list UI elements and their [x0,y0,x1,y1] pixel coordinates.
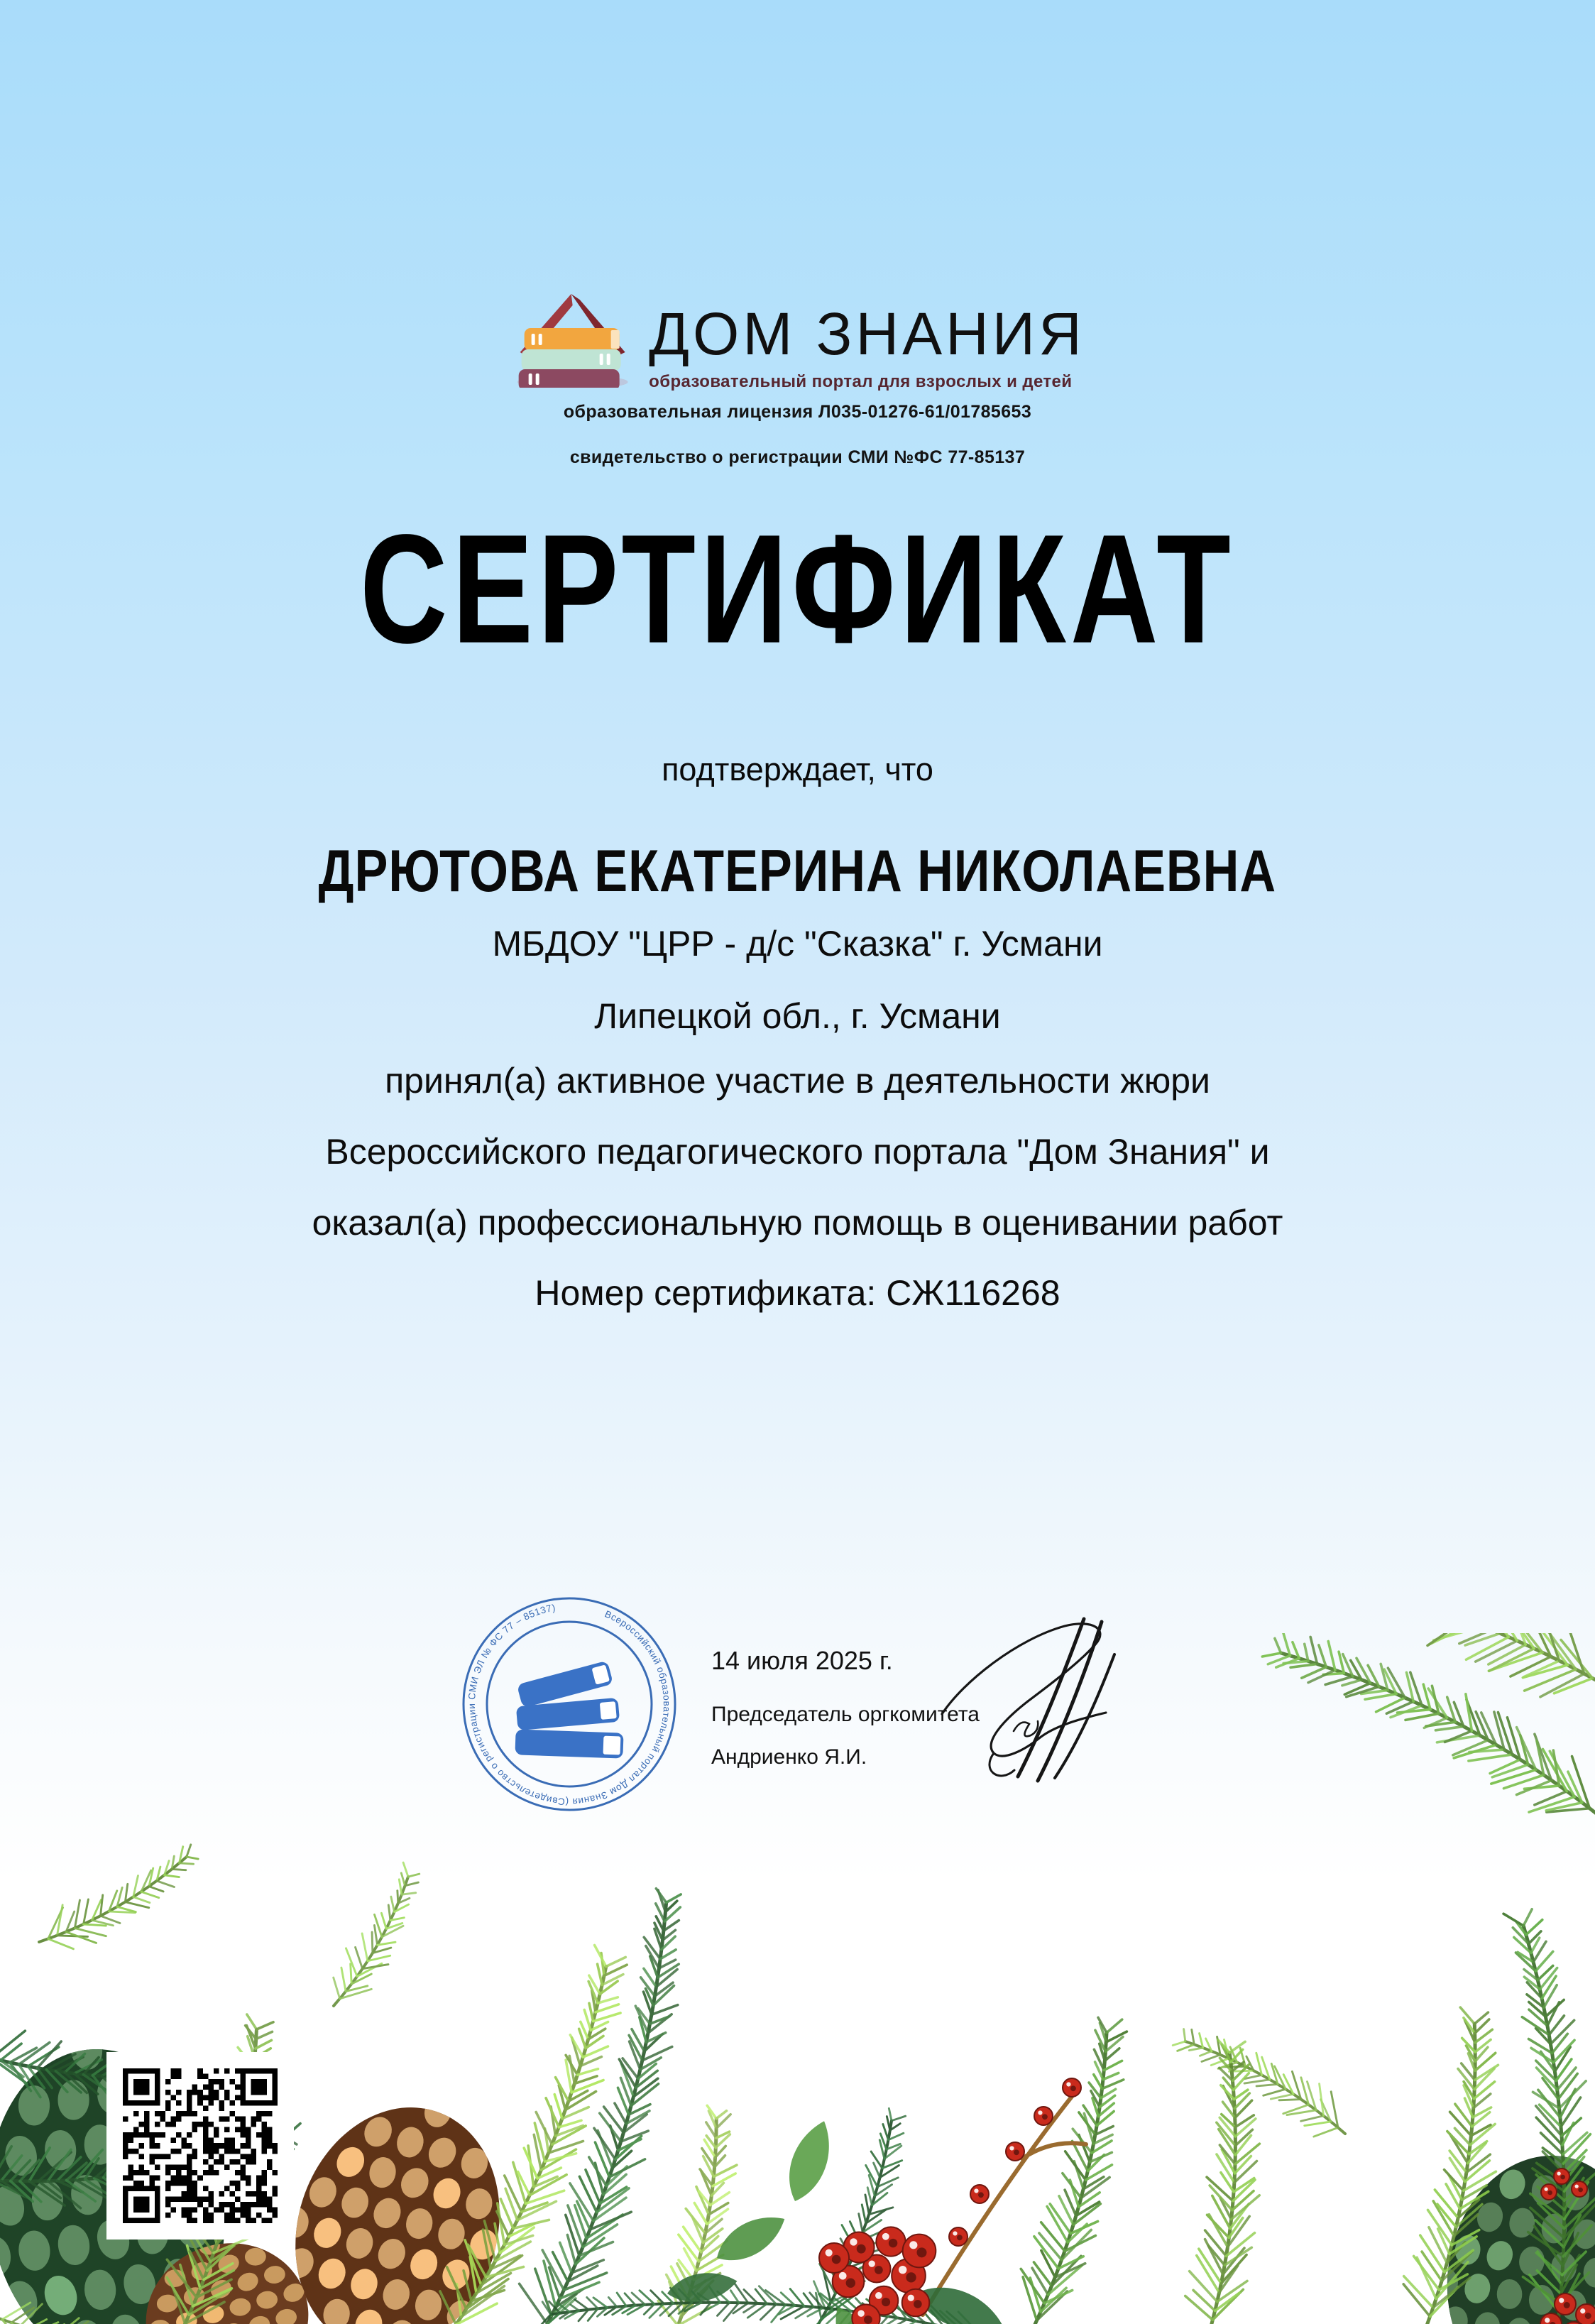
confirmation-text: подтверждает, что [662,751,933,787]
recipient-name: ДРЮТОВА ЕКАТЕРИНА НИКОЛАЕВНА [318,837,1277,904]
qr-code-pattern [123,2068,278,2223]
book-stack [518,328,620,388]
brand-title: ДОМ ЗНАНИЯ [649,300,1085,367]
qr-code [106,2052,294,2240]
achievement-line-2: Всероссийского педагогического портала "Дом Знания" и [325,1132,1270,1172]
organization-stamp-seal [460,1595,679,1813]
certificate-title: СЕРТИФИКАТ [359,502,1236,676]
signer-title: Председатель оргкомитета [711,1703,980,1726]
certificate-number-line: Номер сертификата: СЖ116268 [535,1273,1060,1313]
signer-name: Андриенко Я.И. [711,1745,867,1769]
brand-text [649,287,1085,392]
stamp-books-icon [515,1660,623,1758]
brand-subtitle: образовательный портал для взрослых и детей [649,372,1073,391]
issue-date: 14 июля 2025 г. [711,1646,893,1675]
recipient-location: Липецкой обл., г. Усмани [594,996,1001,1036]
stamp-ring-text: Всероссийский образовательный портал Дом Знания (Свидетельство о регистрации СМИ ЭЛ № ФС 77 – 85137) [466,1602,672,1808]
handwritten-signature-icon [931,1606,1130,1798]
smi-registration-line: свидетельство о регистрации СМИ №ФС 77-85137 [569,447,1026,467]
brand-header [510,287,1085,392]
license-line: образовательная лицензия Л035-01276-61/01785653 [563,402,1032,422]
house-of-books-icon [510,287,632,388]
recipient-organization: МБДОУ "ЦРР - д/с "Сказка" г. Усмани [492,924,1103,964]
achievement-line-1: принял(а) активное участие в деятельности жюри [385,1061,1210,1101]
achievement-line-3: оказал(а) профессиональную помощь в оценивании работ [312,1203,1283,1243]
